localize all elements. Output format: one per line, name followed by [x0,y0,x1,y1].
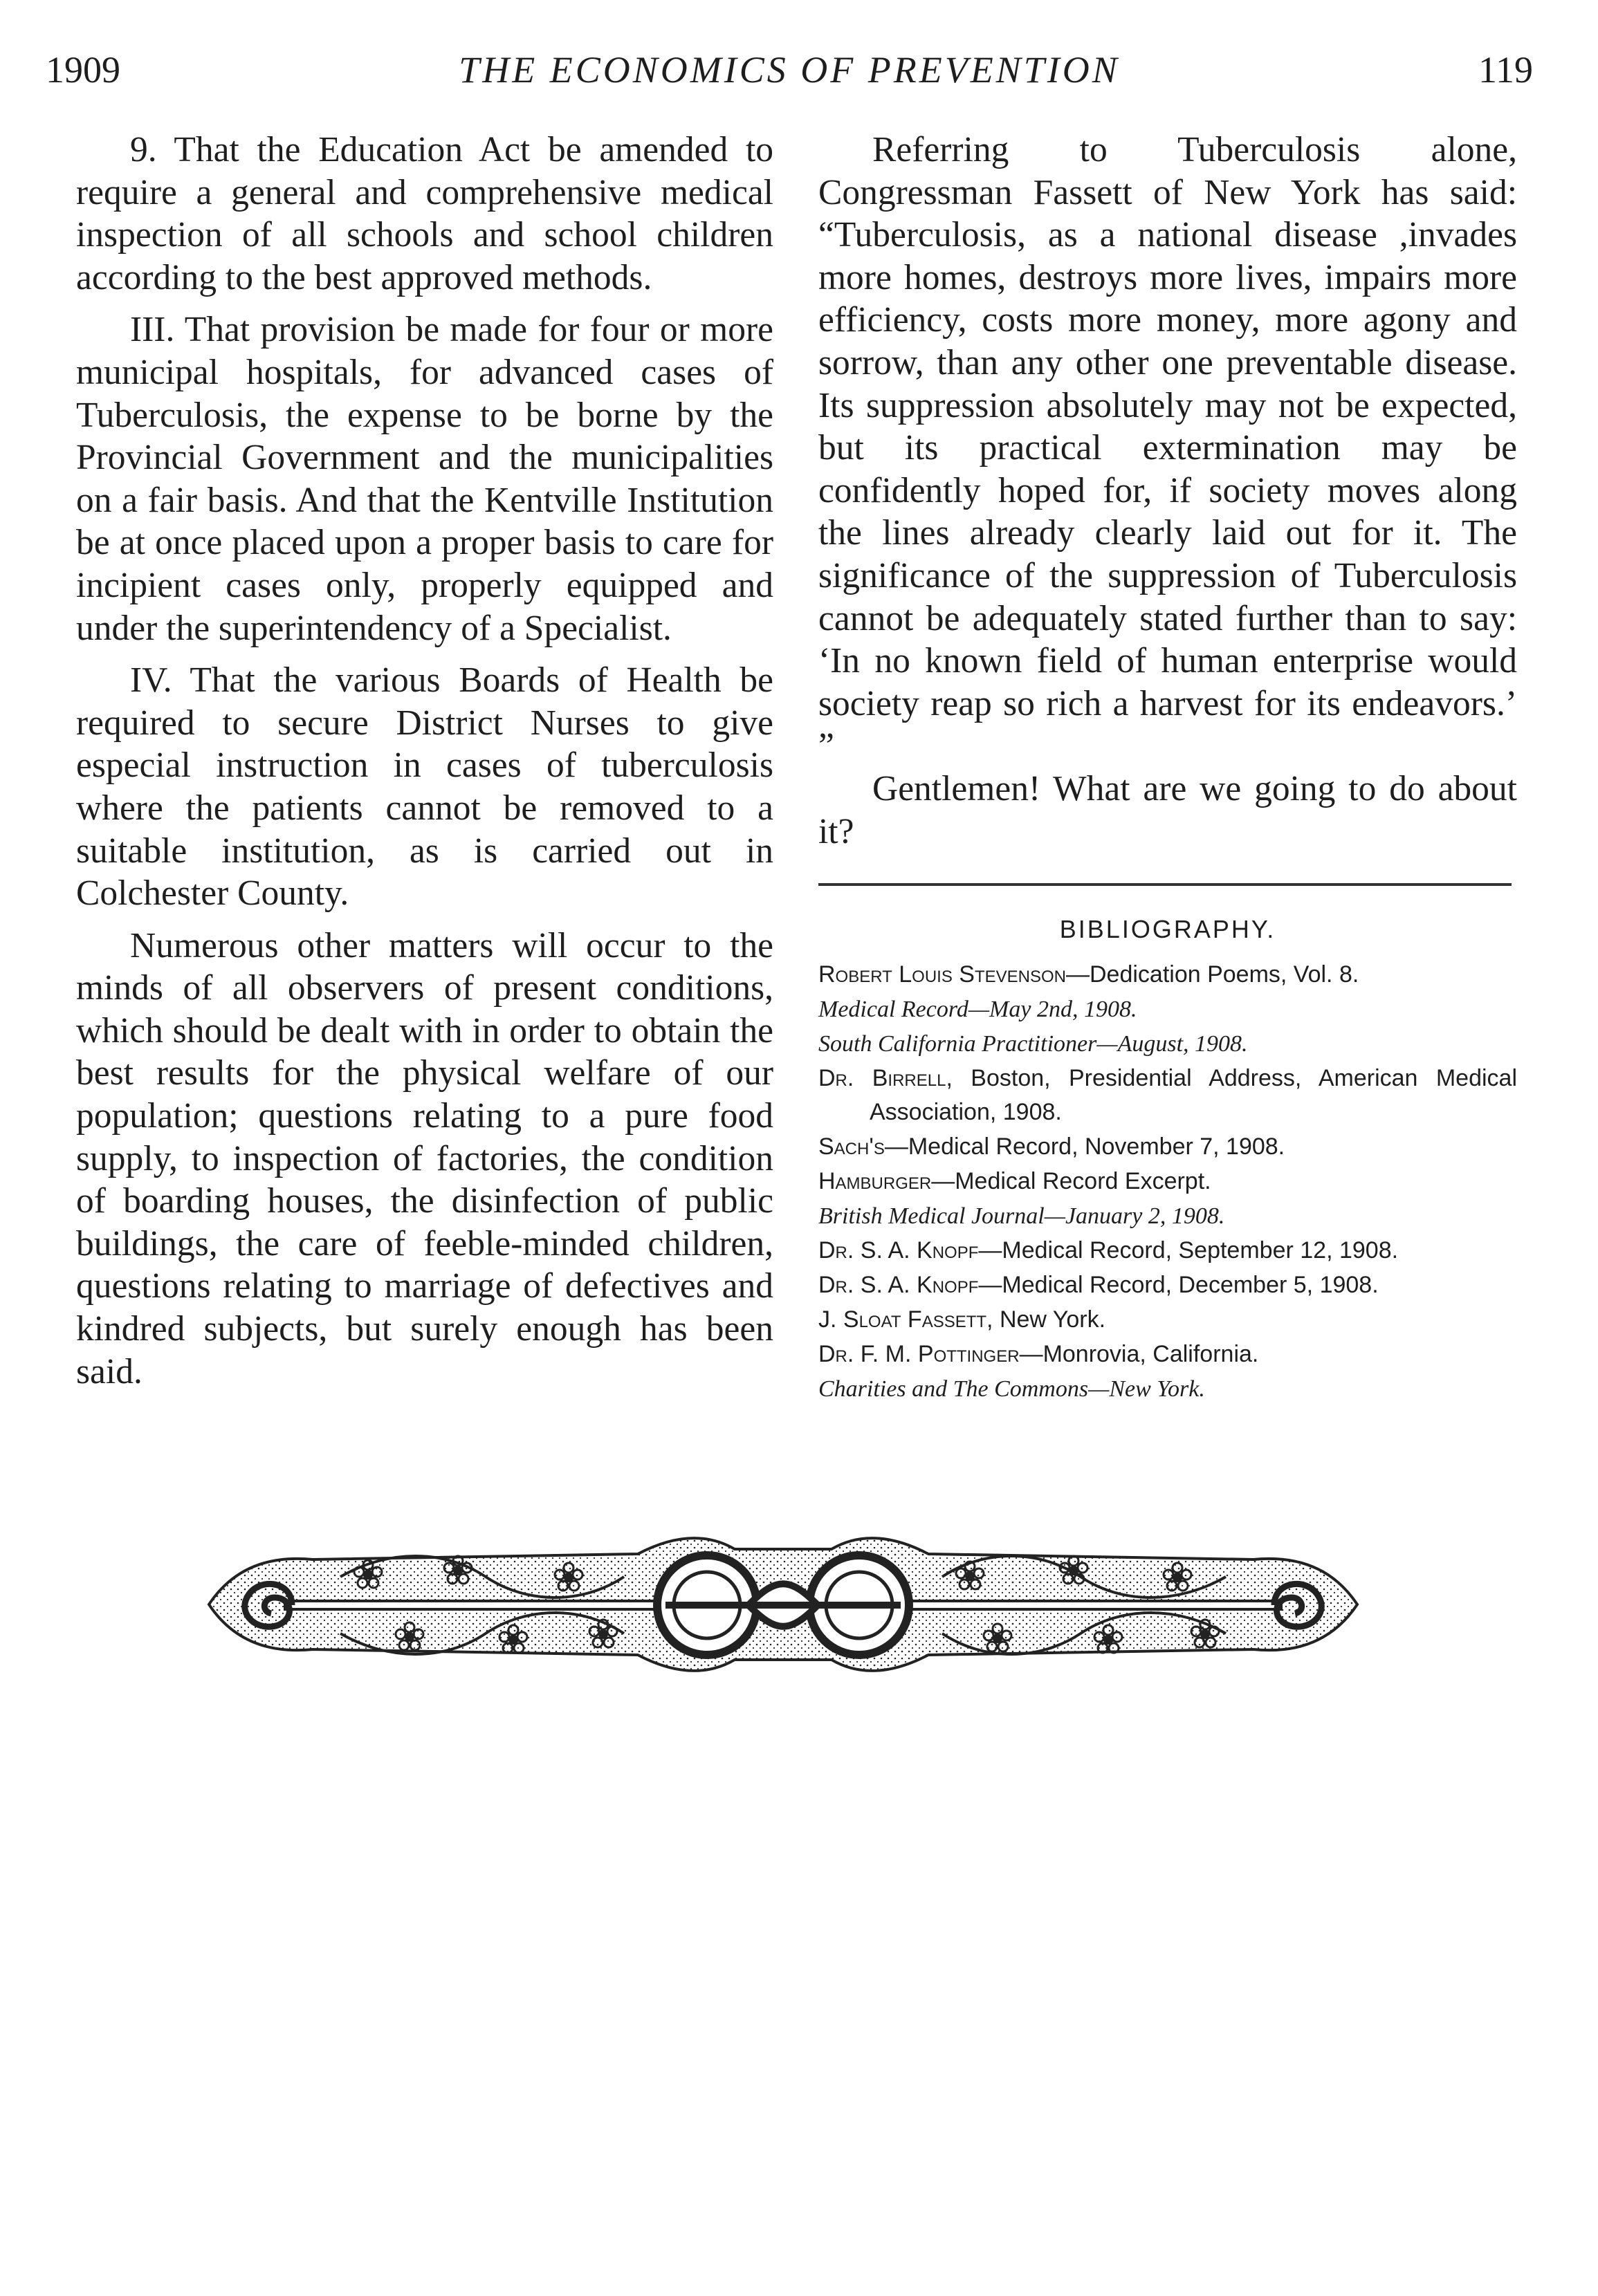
header-title: THE ECONOMICS OF PREVENTION [459,49,1120,91]
bibliography-list [818,958,1517,1406]
bibliography-entry: Sach's—Medical Record, November 7, 1908. [818,1133,1285,1160]
paragraph-item-iv: IV. That the various Boards of Health be required to secure District Nurses to give especial instruction in cases of tuberculosis where the patients cannot be removed to a suitable institution, as is carried out in Colchester County. [76,660,773,914]
bibliography-entry: Dr. F. M. Pottinger—Monrovia, California. [818,1341,1259,1368]
bibliography-entry: Robert Louis Stevenson—Dedication Poems, Vol. 8. [818,961,1359,988]
page-number: 119 [1478,49,1533,91]
bibliography-heading: BIBLIOGRAPHY. [1059,915,1276,944]
section-divider [818,883,1512,886]
paragraph-numerous-matters: Numerous other matters will occur to the minds of all observers of present conditions, which should be dealt with in order to obtain the best results for the physical welfare of our population; questions relating to a pure food supply, to inspection of factories, the condition of boarding houses, the disinfection of public buildings, the care of feeble-minded children, questions relating to marriage of defectives and kindred subjects, but surely enough has been said. [76,925,773,1391]
bibliography-entry: J. Sloat Fassett, New York. [818,1306,1106,1333]
left-column [76,129,773,1393]
paragraph-fassett-quote: Referring to Tuberculosis alone, Congressman Fassett of New York has said: “Tuberculosis, as a national disease ,invades more homes, destroys more lives, impairs more efficiency, costs more money, more agony and sorrow, than any other one preventable disease. Its suppression absolutely may not be expected, but its practical extermination may be confidently hoped for, if society moves along the lines already clearly laid out for it. The significance of the suppression of Tuberculosis cannot be adequately stated further than to say: ‘In no known field of human enterprise would society reap so rich a harvest for its endeavors.’ ” [818,130,1517,766]
bibliography-entry: Hamburger—Medical Record Excerpt. [818,1168,1211,1195]
header-year: 1909 [46,49,120,91]
bibliography-entry: Medical Record—May 2nd, 1908. [818,997,1137,1023]
running-header [46,48,1533,104]
bibliography-entry: Dr. S. A. Knopf—Medical Record, September 12, 1908. [818,1237,1399,1264]
bibliography-entry: British Medical Journal—January 2, 1908. [818,1203,1225,1230]
right-column [818,129,1517,1407]
paragraph-item-9: 9. That the Education Act be amended to require a general and comprehensive medical inspection of all schools and school children according to the best approved methods. [76,130,773,297]
bibliography-entry: Dr. S. A. Knopf—Medical Record, December 5, 1908. [818,1272,1379,1299]
bibliography-entry: Charities and The Commons—New York. [818,1376,1205,1402]
decorative-ornament-band [181,1511,1385,1698]
bibliography-entry: South California Practitioner—August, 1908. [818,1031,1248,1057]
paragraph-item-iii: III. That provision be made for four or more municipal hospitals, for advanced cases of Tuberculosis, the expense to be borne by the Provincial Government and the municipalities on a fair basis. And that the Kentville Institution be at once placed upon a proper basis to care for incipient cases only, properly equipped and under the superintendency of a Specialist. [76,310,773,648]
paragraph-gentlemen: Gentlemen! What are we going to do about it? [818,768,1517,851]
bibliography-entry: Dr. Birrell, Boston, Presidential Address, American Medical Association, 1908. [818,1065,1517,1126]
